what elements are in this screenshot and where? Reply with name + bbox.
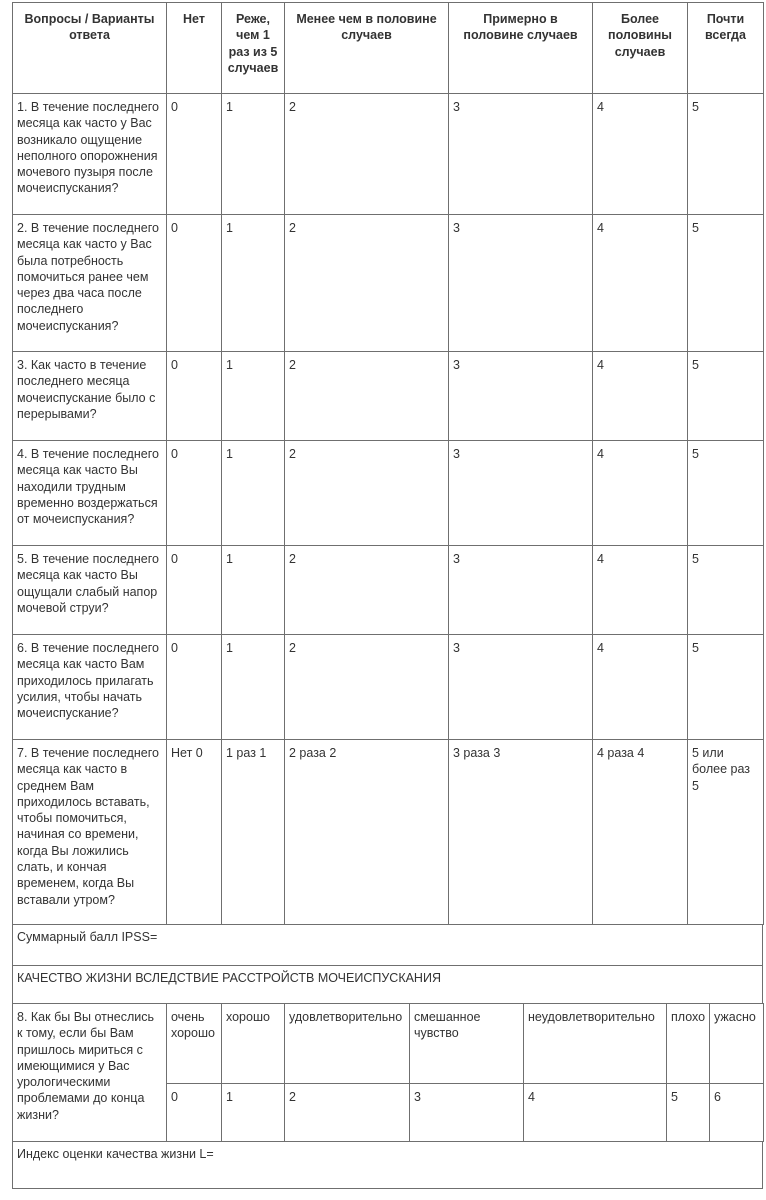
header-cell: Более половины случаев: [593, 3, 688, 94]
header-row: [13, 3, 764, 94]
question-text: 5. В течение последнего месяца как часто Вы ощущали слабый напор мочевой струи?: [13, 546, 167, 635]
score-cell: 2: [285, 352, 449, 441]
question-8-text: 8. Как бы Вы отнеслись к тому, если бы Вам пришлось мириться с имеющимися у Вас урологическими проблемами до конца жизни?: [13, 1004, 167, 1142]
question-text: 1. В течение последнего месяца как часто у Вас возникало ощущение неполного опорожнения мочевого пузыря после мочеиспускания?: [13, 94, 167, 215]
header-cell: Почти всегда: [688, 3, 764, 94]
score-cell: 4: [593, 546, 688, 635]
header-cell: Менее чем в половине случаев: [285, 3, 449, 94]
ipss-table: [12, 2, 764, 925]
score-cell: 0: [167, 635, 222, 740]
question-row: [13, 546, 764, 635]
question-row: [13, 740, 764, 925]
qol-option: смешанное чувство: [410, 1004, 524, 1084]
qol-option: ужасно: [710, 1004, 764, 1084]
score-cell: 2: [285, 441, 449, 546]
question-row: [13, 94, 764, 215]
qol-option: плохо: [667, 1004, 710, 1084]
question-text: 4. В течение последнего месяца как часто Вы находили трудным временно воздержаться от мочеиспускания?: [13, 441, 167, 546]
score-cell: 2: [285, 635, 449, 740]
qol-score: 6: [710, 1084, 764, 1142]
score-cell: 3: [449, 94, 593, 215]
score-cell: 1: [222, 352, 285, 441]
question-text: 7. В течение последнего месяца как часто в среднем Вам приходилось вставать, чтобы помочиться, начиная со времени, когда Вы ложились слать, и кончая временем, когда Вы вставали утром?: [13, 740, 167, 925]
qol-score: 5: [667, 1084, 710, 1142]
qol-option: хорошо: [222, 1004, 285, 1084]
question-text: 2. В течение последнего месяца как часто у Вас была потребность помочиться ранее чем через два часа после последнего мочеиспускания?: [13, 215, 167, 352]
score-cell: 1: [222, 215, 285, 352]
score-cell: 1: [222, 441, 285, 546]
header-cell: Вопросы / Варианты ответа: [13, 3, 167, 94]
score-cell: 3: [449, 441, 593, 546]
question-row: [13, 441, 764, 546]
score-cell: 5: [688, 546, 764, 635]
score-cell: 2: [285, 215, 449, 352]
score-cell: 4 раза 4: [593, 740, 688, 925]
qol-index-row: Индекс оценки качества жизни L=: [12, 1141, 763, 1189]
score-cell: 1: [222, 94, 285, 215]
score-cell: 2: [285, 546, 449, 635]
score-cell: 0: [167, 441, 222, 546]
score-cell: 2: [285, 94, 449, 215]
qol-score: 0: [167, 1084, 222, 1142]
score-cell: 3: [449, 215, 593, 352]
score-cell: 5: [688, 441, 764, 546]
header-cell: Нет: [167, 3, 222, 94]
score-cell: 4: [593, 94, 688, 215]
score-cell: 1 раз 1: [222, 740, 285, 925]
score-cell: 2 раза 2: [285, 740, 449, 925]
qol-options-row: [13, 1004, 764, 1084]
header-cell: Реже, чем 1 раз из 5 случаев: [222, 3, 285, 94]
score-cell: 0: [167, 546, 222, 635]
qol-option: удовлетворительно: [285, 1004, 410, 1084]
score-cell: 3: [449, 352, 593, 441]
score-cell: 4: [593, 635, 688, 740]
score-cell: 5: [688, 352, 764, 441]
score-cell: 4: [593, 215, 688, 352]
score-cell: 5: [688, 215, 764, 352]
qol-score: 2: [285, 1084, 410, 1142]
score-cell: 5 или более раз 5: [688, 740, 764, 925]
qol-heading: КАЧЕСТВО ЖИЗНИ ВСЛЕДСТВИЕ РАССТРОЙСТВ МОЧЕИСПУСКАНИЯ: [12, 965, 763, 1004]
score-cell: 0: [167, 352, 222, 441]
score-cell: 0: [167, 215, 222, 352]
question-row: [13, 352, 764, 441]
score-cell: 5: [688, 635, 764, 740]
qol-table: [12, 1003, 764, 1142]
score-cell: 1: [222, 635, 285, 740]
question-row: [13, 635, 764, 740]
score-cell: 3: [449, 635, 593, 740]
header-cell: Примерно в половине случаев: [449, 3, 593, 94]
score-cell: 4: [593, 441, 688, 546]
qol-score: 1: [222, 1084, 285, 1142]
question-row: [13, 215, 764, 352]
score-cell: 4: [593, 352, 688, 441]
question-text: 6. В течение последнего месяца как часто Вам приходилось прилагать усилия, чтобы начать мочеиспускание?: [13, 635, 167, 740]
score-cell: 5: [688, 94, 764, 215]
qol-score: 3: [410, 1084, 524, 1142]
score-cell: 3: [449, 546, 593, 635]
question-text: 3. Как часто в течение последнего месяца мочеиспускание было с перерывами?: [13, 352, 167, 441]
score-cell: 3 раза 3: [449, 740, 593, 925]
qol-score: 4: [524, 1084, 667, 1142]
score-cell: 1: [222, 546, 285, 635]
score-cell: 0: [167, 94, 222, 215]
score-cell: Нет 0: [167, 740, 222, 925]
qol-option: неудовлетворительно: [524, 1004, 667, 1084]
ipss-total-row: Суммарный балл IPSS=: [12, 924, 763, 966]
qol-option: очень хорошо: [167, 1004, 222, 1084]
